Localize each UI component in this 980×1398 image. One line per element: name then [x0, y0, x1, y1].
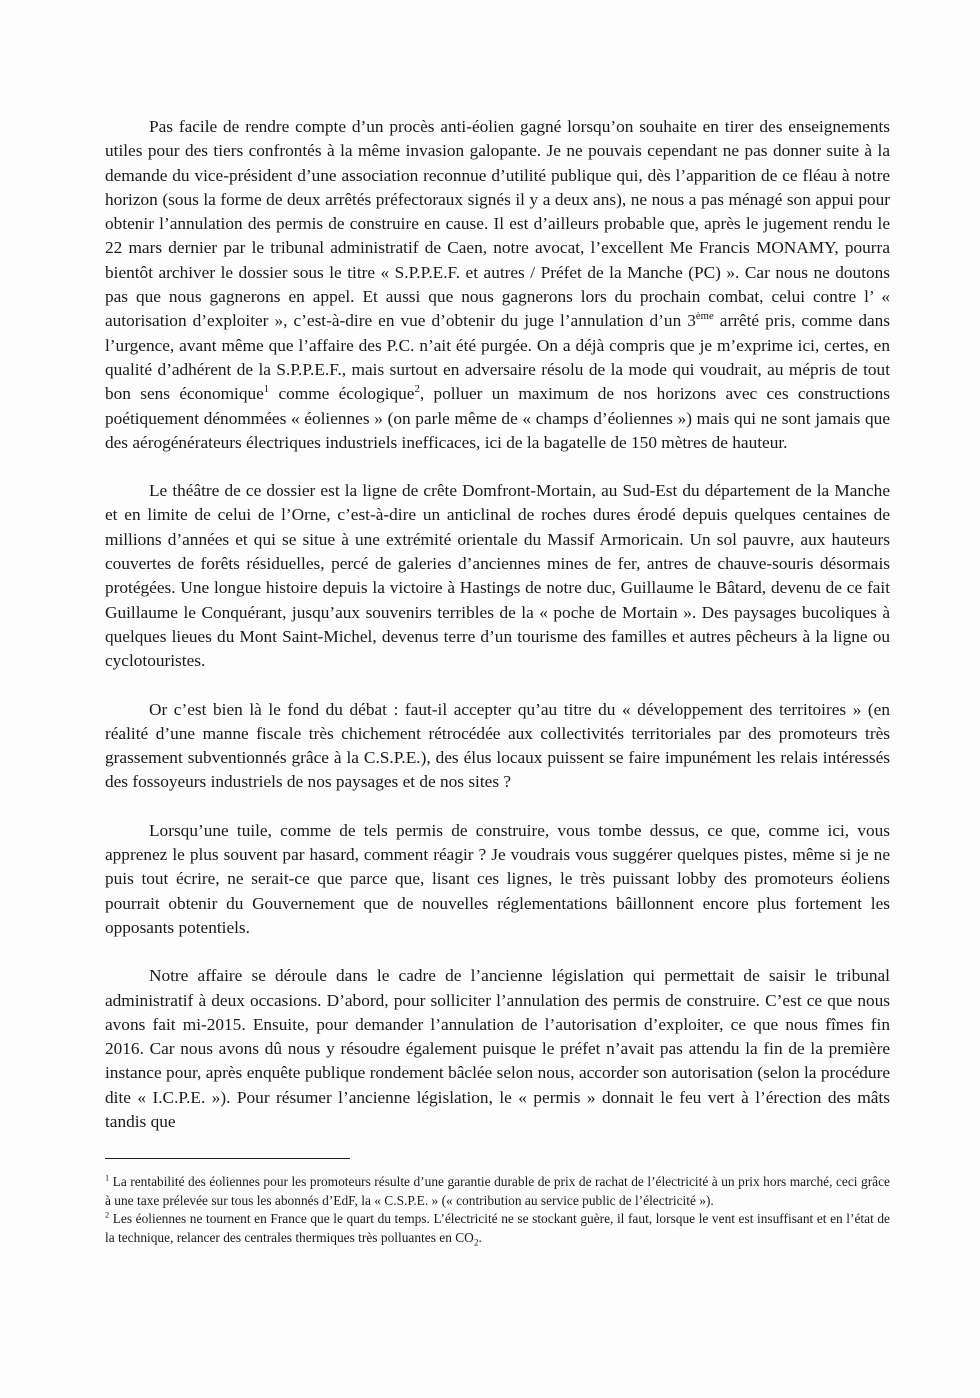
ordinal-superscript: ème — [695, 310, 714, 323]
footnote-2-text: Les éoliennes ne tournent en France que le quart du temps. L’électricité ne se stockant guère, il faut, lorsque le vent est insuffisant et en l’état de la technique, relancer des centrales thermiques très polluantes en CO — [105, 1211, 890, 1245]
paragraph-4: Lorsqu’une tuile, comme de tels permis de construire, vous tombe dessus, ce que, comme ici, vous apprenez le plus souvent par hasard, comment réagir ? Je voudrais vous suggérer quelques pistes, même si je ne puis tout écrire, ne serait-ce que parce que, lisant ces lignes, le très puissant lobby des promoteurs éoliens pourrait obtenir du Gouvernement que de nouvelles réglementations bâillonnent encore plus fortement les opposants potentiels. — [105, 820, 890, 937]
paragraph-2: Le théâtre de ce dossier est la ligne de crête Domfront-Mortain, au Sud-Est du département de la Manche et en limite de celui de l’Orne, c’est-à-dire un anticlinal de roches dures érodé depuis quelques centaines de millions d’années et qui se situe à une extrémité orientale du Massif Armoricain. Un sol pauvre, aux hauteurs couvertes de forêts résiduelles, percé de galeries d’anciennes mines de fer, antres de chauve-souris désormais protégées. Une longue histoire depuis la victoire à Hastings de notre duc, Guillaume le Bâtard, devenu de ce fait Guillaume le Conquérant, jusqu’aux souvenirs terribles de la « poche de Mortain ». Des paysages bucoliques à quelques lieues du Mont Saint-Michel, devenus terre d’un tourisme des familles et autres pêcheurs à la ligne ou cyclotouristes. — [105, 481, 890, 671]
paragraph-3: Or c’est bien là le fond du débat : faut-il accepter qu’au titre du « développement des territoires » (en réalité d’une manne fiscale très chichement rétrocédée aux collectivités territoriales par des promoteurs très grassement subventionnés grâce à la C.S.P.E.), des élus locaux puissent se faire impunément les relais intéressés des fossoyeurs industriels de nos paysages et de nos sites ? — [105, 699, 890, 792]
co2-subscript: 2 — [473, 1238, 479, 1249]
footnote-1 — [105, 1173, 890, 1210]
footnote-ref-1: 1 — [263, 383, 270, 396]
footnote-2-number: 2 — [105, 1210, 110, 1220]
paragraph-1-text-d: , polluer un maximum de nos horizons avec ces constructions poétiquement dénommées « éoliennes » (on parle même de « champs d’éoliennes ») mais qui ne sont jamais que des aérogénérateurs électriques industriels inefficaces, ici de la bagatelle de 150 mètres de hauteur. — [105, 384, 891, 452]
footnote-2-end: . — [478, 1229, 482, 1245]
footnote-ref-2: 2 — [414, 383, 420, 396]
footnote-separator — [105, 1158, 350, 1159]
footnote-1-number: 1 — [105, 1173, 110, 1183]
paragraph-1 — [105, 115, 890, 455]
paragraph-1-text-a: Pas facile de rendre compte d’un procès anti-éolien gagné lorsqu’on souhaite en tirer des enseignements utiles pour des tiers confrontés à la même invasion galopante. Je ne pouvais cependant ne pas donner suite à la demande du vice-président d’une association reconnue d’utilité publique qui, dès l’apparition de ce fléau à notre horizon (sous la forme de deux arrêtés préfectoraux signés il y a deux ans), ne nous a pas ménagé son appui pour obtenir l’annulation des permis de construire en cause. Il est d’ailleurs probable que, après le jugement rendu le 22 mars dernier par le tribunal administratif de Caen, notre avocat, l’excellent Me Francis MONAMY, pourra bientôt archiver le dossier sous le titre « S.P.P.E.F. et autres / Préfet de la Manche (PC) ». Car nous ne doutons pas que nous gagnerons en appel. Et aussi que nous gagnerons lors du prochain combat, celui contre l’ « autorisation d’exploiter », c’est-à-dire en vue d’obtenir du juge l’annulation d’un 3 — [105, 117, 890, 331]
footnote-2 — [105, 1210, 890, 1247]
footnote-1-text: La rentabilité des éoliennes pour les promoteurs résulte d’une garantie durable de prix de rachat de l’électricité à un prix hors marché, ceci grâce à une taxe prélevée sur tous les abonnés d’EdF, la « C.S.P.E. » (« contribution au service public de l’électricité »). — [105, 1174, 890, 1208]
paragraph-1-text-c: comme écologique — [269, 384, 415, 404]
paragraph-1-text-b: arrêté pris, comme dans l’urgence, avant même que l’affaire des P.C. n’ait été purgée. On a déjà compris que je m’exprime ici, certes, en qualité d’adhérent de la S.P.P.E.F., mais surtout en adversaire résolu de la mode qui voudrait, au mépris de tout bon sens économique — [105, 311, 890, 404]
paragraph-5: Notre affaire se déroule dans le cadre de l’ancienne législation qui permettait de saisir le tribunal administratif à deux occasions. D’abord, pour solliciter l’annulation des permis de construire. C’est ce que nous avons fait mi-2015. Ensuite, pour demander l’annulation de l’autorisation d’exploiter, ce que nous fîmes fin 2016. Car nous avons dû nous y résoudre également puisque le préfet n’avait pas attendu la fin de la première instance pour, après enquête publique rondement bâclée selon nous, accorder son autorisation (selon la procédure dite « I.C.P.E. »). Pour résumer l’ancienne législation, le « permis » donnait le feu vert à l’érection des mâts tandis que — [105, 966, 890, 1131]
